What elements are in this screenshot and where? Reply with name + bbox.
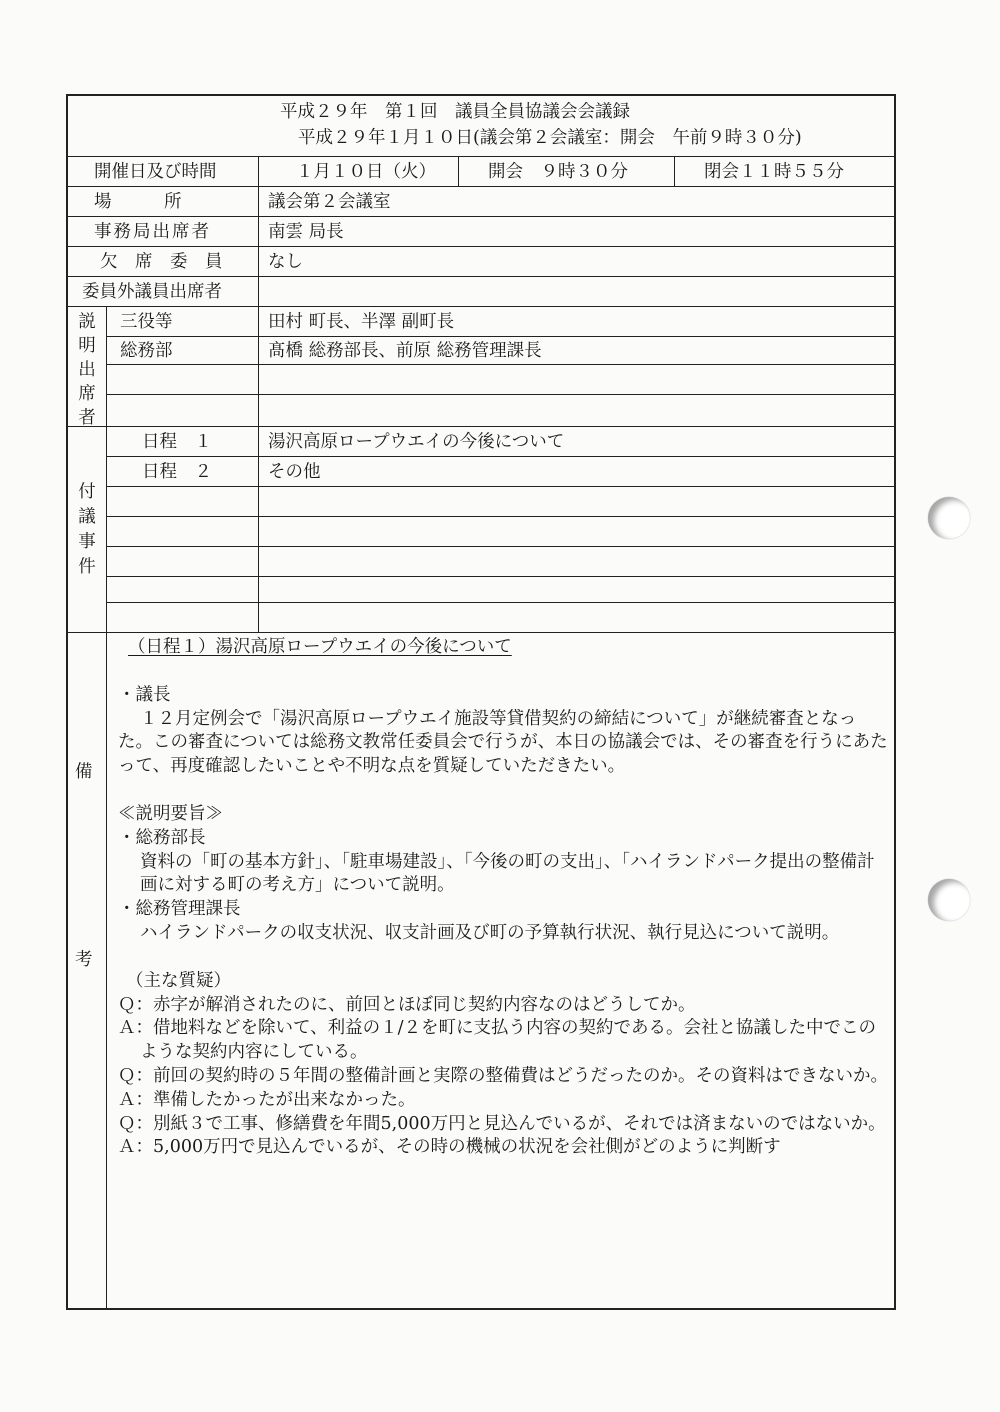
summary-label: ≪説明要旨≫ <box>118 803 223 824</box>
qa-label: （主な質疑） <box>126 970 231 991</box>
secretariat-label: 事務局出席者 <box>94 222 211 242</box>
agenda-item-number: 日程 １ <box>142 432 212 452</box>
explainers-vertical-label: 説 明 出 席 者 <box>78 312 96 428</box>
qa-line: Ｑ：前回の契約時の５年間の整備計画と実際の整備費はどうだったのか。その資料はできないか。 <box>118 1065 888 1086</box>
open-time-value: 開会 ９時３０分 <box>488 162 628 182</box>
chair-statement: １２月定例会で「湯沢高原ロープウエイ施設等貸借契約の締結について」が継続審査となった。この審査については総務文教常任委員会で行うが、本日の協議会では、その審査を行うにあたって、再度確認したいことや不明な点を質疑していただきたい。 <box>118 708 888 777</box>
qa-line: Ｑ：別紙３で工事、修繕費を年間5,000万円と見込んでいるが、それでは済まないのではないか。 <box>118 1113 886 1134</box>
absent-label: 欠 席 委 員 <box>100 252 223 272</box>
explainer-dept: 総務部 <box>120 341 173 361</box>
meeting-date-line: 平成２９年１月１０日(議会第２会議室：開会 午前９時３０分) <box>298 128 802 148</box>
speaker-role: ・総務部長 <box>118 827 206 848</box>
secretariat-value: 南雲 局長 <box>268 222 344 242</box>
agenda-item-title: その他 <box>268 462 321 482</box>
place-value: 議会第２会議室 <box>268 192 391 212</box>
speaker-text: 資料の「町の基本方針」、「駐車場建設」、「今後の町の支出」、「ハイランドパーク提出の整備計画に対する町の考え方」について説明。 <box>140 851 875 896</box>
speaker-text: ハイランドパークの収支状況、収支計画及び町の予算執行状況、執行見込について説明。 <box>140 922 840 943</box>
agenda-item-number: 日程 ２ <box>142 462 212 482</box>
explainer-names: 髙橋 総務部長、前原 総務管理課長 <box>268 341 542 361</box>
remarks-heading: （日程１）湯沢高原ロープウエイの今後について <box>128 637 512 657</box>
qa-line: Ａ：借地料などを除いて、利益の１/２を町に支払う内容の契約である。会社と協議した中でこのような契約内容にしている。 <box>118 1018 877 1063</box>
place-label: 場 所 <box>94 192 182 212</box>
qa-line: Ａ：5,000万円で見込んでいるが、その時の機械の状況を会社側がどのように判断す <box>118 1137 781 1158</box>
date-time-label: 開催日及び時間 <box>94 162 217 182</box>
agenda-vertical-label: 付 議 事 件 <box>78 482 96 577</box>
binder-hole-top <box>928 497 970 539</box>
explainer-names: 田村 町長、半澤 副町長 <box>268 312 455 332</box>
binder-hole-bottom <box>928 879 970 921</box>
qa-line: Ｑ：赤字が解消されたのに、前回とほぼ同じ契約内容なのはどうしてか。 <box>118 994 696 1015</box>
speaker-role: ・総務管理課長 <box>118 899 241 920</box>
remarks-body <box>118 636 890 1160</box>
remarks-label-1: 備 <box>75 762 93 782</box>
nonmember-label: 委員外議員出席者 <box>82 282 222 302</box>
agenda-item-title: 湯沢高原ロープウエイの今後について <box>268 432 565 452</box>
date-value: １月１０日（火） <box>296 162 436 182</box>
explainer-dept: 三役等 <box>120 312 173 332</box>
absent-value: なし <box>268 252 303 272</box>
qa-line: Ａ：準備したかったが出来なかった。 <box>118 1089 416 1110</box>
remarks-label-2: 考 <box>75 950 93 970</box>
chair-label: ・議長 <box>118 684 171 705</box>
document-title: 平成２９年 第１回 議員全員協議会会議録 <box>280 102 630 122</box>
minutes-document <box>66 94 896 1310</box>
close-time-value: 閉会１１時５５分 <box>704 162 844 182</box>
